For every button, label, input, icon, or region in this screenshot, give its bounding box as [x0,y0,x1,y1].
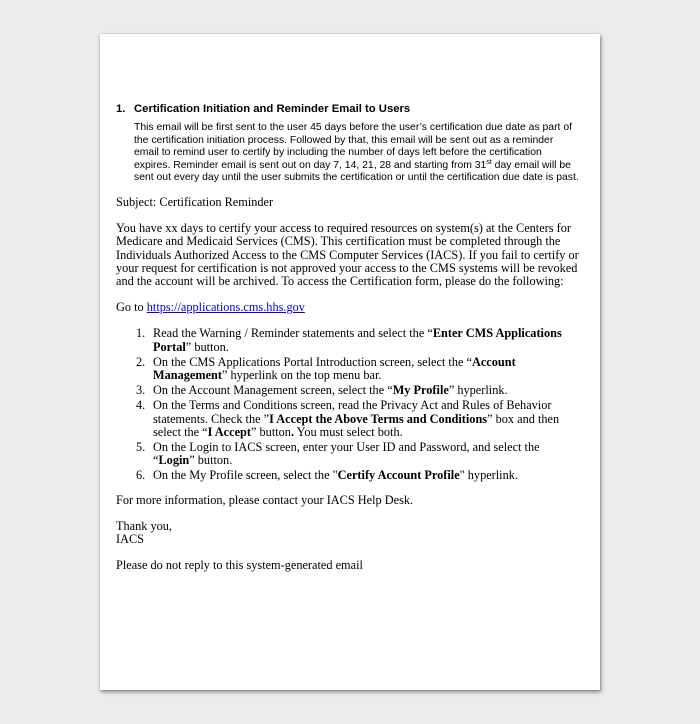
email-subject: Subject: Certification Reminder [116,194,274,209]
step-text: You must select both. [294,424,403,439]
step-number: 6. [136,468,146,483]
step-text: ” box and then select the “ [153,411,560,439]
step-bold-text: Certify Account Profile [337,468,460,483]
signature: IACS [116,532,145,547]
list-item [116,384,583,397]
step-number: 2. [136,354,146,369]
goto-line [116,301,590,314]
step-bold-text: Login [158,453,190,468]
intro-text-1: This email will be first sent to the user 45 days before the user’s certification due date as part of the certification initiation process. Followed by that, this email will be sent out as a reminder email to remind user to certify by including the number of days left before the certification expires. Reminder email is sent out on day 7, 14, 21, 28 and starting from 31 [134,122,572,171]
step-bold-text: Enter CMS Applications Portal [153,326,562,354]
step-bold-text: I Accept the Above Terms and Conditions [269,411,488,426]
step-text: On the Login to IACS screen, enter your User ID and Password, and select the “ [153,440,540,468]
steps-list [116,327,590,482]
intro-superscript: st [486,158,492,166]
section-heading [116,102,590,116]
step-text: On the Terms and Conditions screen, read the Privacy Act and Rules of Behavior statements. Check the ” [153,398,552,426]
contact-line: For more information, please contact your IACS Help Desk. [116,492,414,507]
intro-text-2: day email will be sent out every day until the user submits the certification or until the certification due date is past. [134,159,579,184]
list-item [116,399,583,439]
step-text: On the Account Management screen, select the “ [153,383,393,398]
noreply-notice: Please do not reply to this system-generated email [116,558,363,573]
closing [116,520,590,546]
step-number: 3. [136,383,146,398]
step-text: ” hyperlink on the top menu bar. [221,368,382,382]
step-number: 5. [136,440,146,455]
step-bold-text: I Accept [207,424,251,439]
step-text: On the My Profile screen, select the " [153,468,338,483]
email-body: You have xx days to certify your access to required resources on system(s) at the Centers for Medicare and Medicaid Services (CMS). This certification must be completed through the Individuals Authorized Access to the CMS Computer Services (IACS). If you fail to certify or your request for certification is not approved your access to the CMS systems will be revoked and the account will be archived. To access the Certification form, please do the following: [116,221,579,288]
list-item [116,469,583,482]
step-text: ” button [251,424,291,439]
document-page [100,34,600,690]
section-intro [134,122,580,185]
step-number: 1. [136,326,146,341]
step-bold-text: My Profile [392,383,449,398]
section-number: 1. [116,103,126,115]
applications-link[interactable]: https://applications.cms.hhs.gov [146,300,305,315]
step-text: ” hyperlink. [448,383,508,398]
step-bold-text: Account Management [153,354,516,382]
step-text: " hyperlink. [459,468,518,483]
goto-prefix: Go to [116,300,147,315]
step-text: Read the Warning / Reminder statements and select the “ [153,326,433,341]
list-item [116,441,583,467]
list-item [116,356,583,382]
step-text: ” button. [185,339,229,354]
thanks-line: Thank you, [116,518,173,533]
document-content [116,102,590,572]
list-item [116,327,583,353]
step-text: ” button. [189,453,233,468]
section-title: Certification Initiation and Reminder Email to Users [134,103,411,115]
step-number: 4. [136,398,146,413]
step-text: On the CMS Applications Portal Introduction screen, select the “ [153,354,472,369]
step-bold-text: . [290,424,295,439]
